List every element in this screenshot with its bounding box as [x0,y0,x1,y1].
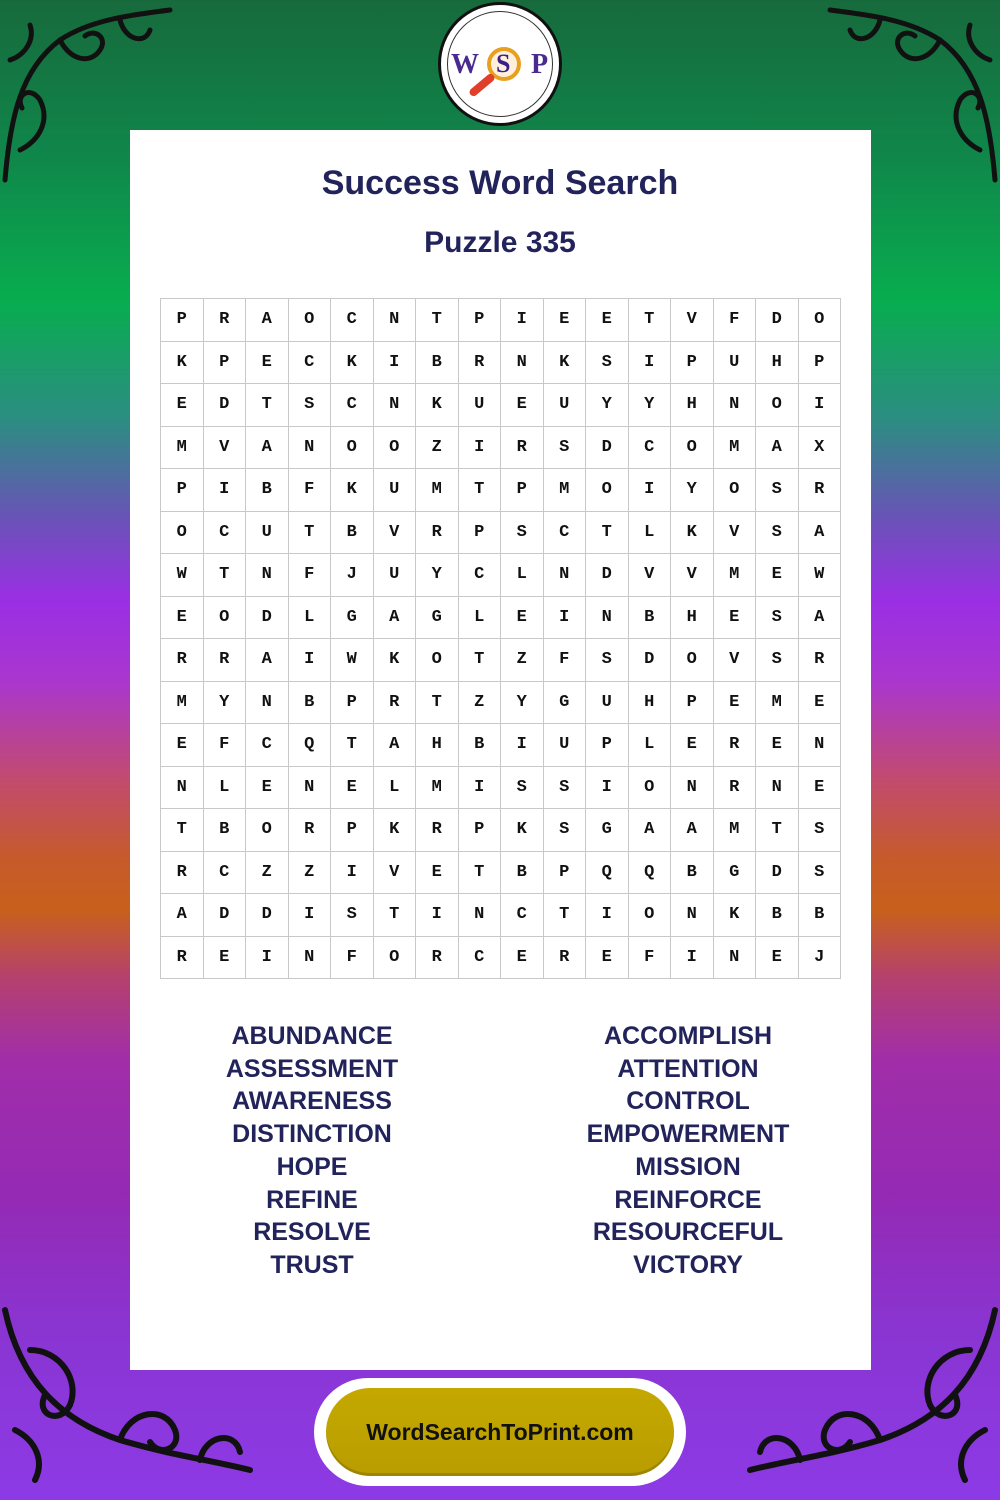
grid-cell: I [374,342,417,385]
grid-cell: U [374,469,417,512]
word-item: AWARENESS [232,1087,392,1116]
grid-cell: M [416,767,459,810]
grid-cell: E [204,937,247,980]
grid-cell: P [459,512,502,555]
word-item: EMPOWERMENT [586,1120,790,1149]
word-item: MISSION [635,1152,741,1181]
grid-cell: Z [501,639,544,682]
grid-cell: S [586,639,629,682]
grid-cell: T [289,512,332,555]
grid-cell: I [416,894,459,937]
grid-cell: V [374,852,417,895]
grid-cell: C [204,852,247,895]
grid-cell: Q [586,852,629,895]
grid-cell: S [501,512,544,555]
grid-cell: A [374,597,417,640]
grid-cell: A [799,512,842,555]
grid-cell: N [459,894,502,937]
grid-cell: P [331,682,374,725]
grid-cell: S [289,384,332,427]
grid-cell: P [799,342,842,385]
grid-cell: T [416,682,459,725]
grid-cell: Y [629,384,672,427]
grid-cell: B [416,342,459,385]
grid-cell: V [671,299,714,342]
grid-cell: I [459,427,502,470]
grid-cell: S [756,512,799,555]
grid-cell: B [289,682,332,725]
grid-cell: R [204,639,247,682]
grid-cell: T [756,809,799,852]
grid-cell: N [714,384,757,427]
word-item: ATTENTION [617,1054,759,1083]
logo-letter-s: S [496,49,511,78]
grid-cell: L [374,767,417,810]
grid-cell: I [544,597,587,640]
grid-cell: U [586,682,629,725]
grid-cell: R [161,852,204,895]
grid-cell: Y [671,469,714,512]
grid-cell: O [204,597,247,640]
grid-cell: N [799,724,842,767]
grid-cell: C [629,427,672,470]
grid-cell: I [459,767,502,810]
grid-cell: T [204,554,247,597]
grid-cell: F [544,639,587,682]
grid-cell: M [161,682,204,725]
grid-cell: L [629,724,672,767]
grid-cell: T [629,299,672,342]
grid-cell: V [629,554,672,597]
grid-cell: G [714,852,757,895]
grid-cell: P [161,469,204,512]
grid-cell: I [671,937,714,980]
grid-cell: G [331,597,374,640]
grid-cell: M [756,682,799,725]
grid-cell: A [374,724,417,767]
grid-cell: C [246,724,289,767]
word-item: CONTROL [626,1087,750,1116]
grid-cell: R [799,469,842,512]
grid-cell: R [714,767,757,810]
grid-cell: W [161,554,204,597]
word-item: RESOLVE [253,1218,371,1247]
grid-cell: E [756,937,799,980]
grid-cell: R [459,342,502,385]
grid-cell: E [416,852,459,895]
grid-cell: N [246,682,289,725]
grid-cell: E [246,342,289,385]
grid-cell: U [544,384,587,427]
grid-cell: I [204,469,247,512]
grid-cell: U [714,342,757,385]
grid-cell: K [714,894,757,937]
grid-cell: C [459,937,502,980]
grid-cell: R [416,937,459,980]
grid-cell: K [374,639,417,682]
grid-cell: R [544,937,587,980]
logo-letter-w: W [451,49,479,80]
grid-cell: N [374,299,417,342]
site-link-button[interactable]: WordSearchToPrint.com [326,1388,674,1476]
grid-cell: N [289,937,332,980]
grid-cell: I [586,894,629,937]
grid-cell: E [331,767,374,810]
grid-cell: P [671,682,714,725]
grid-cell: B [671,852,714,895]
grid-cell: E [501,384,544,427]
grid-cell: K [671,512,714,555]
grid-cell: M [161,427,204,470]
grid-cell: T [586,512,629,555]
grid-cell: R [416,809,459,852]
grid-cell: D [586,427,629,470]
grid-cell: Y [416,554,459,597]
grid-cell: M [544,469,587,512]
grid-cell: B [204,809,247,852]
grid-cell: N [544,554,587,597]
grid-cell: S [756,469,799,512]
site-logo[interactable] [438,2,562,126]
grid-cell: U [246,512,289,555]
grid-cell: E [161,384,204,427]
grid-cell: P [501,469,544,512]
grid-cell: I [629,469,672,512]
grid-cell: S [586,342,629,385]
grid-cell: E [671,724,714,767]
grid-cell: G [586,809,629,852]
grid-cell: E [714,597,757,640]
grid-cell: N [289,427,332,470]
grid-cell: K [331,469,374,512]
grid-cell: L [459,597,502,640]
grid-cell: I [501,299,544,342]
grid-cell: X [799,427,842,470]
grid-cell: O [671,427,714,470]
grid-cell: S [501,767,544,810]
grid-cell: I [501,724,544,767]
grid-cell: A [246,299,289,342]
grid-cell: O [799,299,842,342]
grid-cell: P [544,852,587,895]
grid-cell: H [416,724,459,767]
grid-cell: T [331,724,374,767]
grid-cell: C [331,299,374,342]
grid-cell: F [289,469,332,512]
grid-cell: N [586,597,629,640]
grid-cell: G [416,597,459,640]
grid-cell: Z [289,852,332,895]
grid-cell: V [714,639,757,682]
grid-cell: K [374,809,417,852]
grid-cell: N [714,937,757,980]
grid-cell: O [246,809,289,852]
grid-cell: Y [204,682,247,725]
grid-cell: T [416,299,459,342]
grid-cell: B [799,894,842,937]
grid-cell: E [246,767,289,810]
grid-cell: N [161,767,204,810]
grid-cell: O [629,894,672,937]
grid-cell: S [799,809,842,852]
word-item: VICTORY [633,1250,743,1279]
grid-cell: N [671,767,714,810]
grid-cell: Z [459,682,502,725]
word-item: ASSESSMENT [225,1054,399,1083]
grid-cell: U [459,384,502,427]
grid-cell: I [289,894,332,937]
grid-cell: F [714,299,757,342]
grid-cell: H [671,384,714,427]
grid-cell: R [501,427,544,470]
grid-cell: V [714,512,757,555]
grid-cell: L [629,512,672,555]
grid-cell: L [501,554,544,597]
grid-cell: J [331,554,374,597]
grid-cell: C [544,512,587,555]
word-item: TRUST [270,1250,354,1279]
grid-cell: M [714,809,757,852]
grid-cell: D [246,894,289,937]
grid-cell: T [459,852,502,895]
grid-cell: E [799,682,842,725]
grid-cell: I [799,384,842,427]
grid-cell: A [161,894,204,937]
grid-cell: V [671,554,714,597]
grid-cell: D [204,894,247,937]
grid-cell: E [586,299,629,342]
grid-cell: E [756,724,799,767]
letter-grid [160,298,841,979]
grid-cell: H [756,342,799,385]
grid-cell: T [544,894,587,937]
word-item: ABUNDANCE [231,1022,393,1050]
grid-cell: P [459,809,502,852]
grid-cell: E [161,597,204,640]
grid-cell: F [204,724,247,767]
grid-cell: N [374,384,417,427]
grid-cell: S [331,894,374,937]
grid-cell: S [544,427,587,470]
grid-cell: C [459,554,502,597]
grid-cell: P [459,299,502,342]
grid-cell: B [331,512,374,555]
grid-cell: R [714,724,757,767]
grid-cell: R [161,639,204,682]
grid-cell: I [331,852,374,895]
grid-cell: T [161,809,204,852]
grid-cell: C [501,894,544,937]
grid-cell: A [671,809,714,852]
grid-cell: K [331,342,374,385]
grid-cell: A [799,597,842,640]
grid-cell: A [629,809,672,852]
puzzle-number: Puzzle 335 [424,226,576,259]
grid-cell: C [331,384,374,427]
word-item: RESOURCEFUL [592,1218,784,1247]
grid-cell: T [459,469,502,512]
grid-cell: B [756,894,799,937]
grid-cell: C [204,512,247,555]
grid-cell: I [246,937,289,980]
grid-cell: K [544,342,587,385]
grid-cell: E [586,937,629,980]
grid-cell: V [204,427,247,470]
grid-cell: S [756,639,799,682]
grid-cell: S [544,767,587,810]
grid-cell: S [756,597,799,640]
grid-cell: V [374,512,417,555]
grid-cell: B [501,852,544,895]
word-item: DISTINCTION [232,1120,392,1149]
grid-cell: R [289,809,332,852]
grid-cell: O [586,469,629,512]
grid-cell: B [246,469,289,512]
grid-cell: D [246,597,289,640]
grid-cell: E [544,299,587,342]
grid-cell: P [586,724,629,767]
grid-cell: B [459,724,502,767]
grid-cell: B [629,597,672,640]
grid-cell: O [671,639,714,682]
grid-cell: A [246,427,289,470]
grid-cell: L [204,767,247,810]
grid-cell: R [374,682,417,725]
grid-cell: K [161,342,204,385]
grid-cell: O [289,299,332,342]
grid-cell: O [629,767,672,810]
grid-cell: E [756,554,799,597]
page-title: Success Word Search [321,164,679,202]
grid-cell: I [586,767,629,810]
grid-cell: P [161,299,204,342]
grid-cell: L [289,597,332,640]
grid-cell: E [501,597,544,640]
grid-cell: J [799,937,842,980]
word-list-left [162,1020,462,1282]
grid-cell: H [671,597,714,640]
grid-cell: U [374,554,417,597]
grid-cell: K [416,384,459,427]
grid-cell: D [756,299,799,342]
grid-cell: K [501,809,544,852]
grid-cell: F [629,937,672,980]
grid-cell: R [799,639,842,682]
grid-cell: Z [416,427,459,470]
logo-letter-p: P [531,49,549,80]
grid-cell: O [374,427,417,470]
grid-cell: I [629,342,672,385]
grid-cell: P [671,342,714,385]
grid-cell: G [544,682,587,725]
grid-cell: S [799,852,842,895]
grid-cell: O [756,384,799,427]
word-item: REINFORCE [614,1185,762,1214]
grid-cell: P [331,809,374,852]
grid-cell: A [246,639,289,682]
grid-cell: F [289,554,332,597]
grid-cell: O [374,937,417,980]
grid-cell: W [331,639,374,682]
grid-cell: R [204,299,247,342]
grid-cell: C [289,342,332,385]
grid-cell: M [416,469,459,512]
grid-cell: Q [629,852,672,895]
grid-cell: S [544,809,587,852]
grid-cell: A [756,427,799,470]
grid-cell: O [714,469,757,512]
grid-cell: E [714,682,757,725]
word-item: ACCOMPLISH [603,1022,773,1050]
grid-cell: M [714,554,757,597]
word-item: REFINE [266,1185,358,1214]
grid-cell: H [629,682,672,725]
grid-cell: Y [586,384,629,427]
grid-cell: R [416,512,459,555]
grid-cell: D [756,852,799,895]
grid-cell: O [331,427,374,470]
grid-cell: N [671,894,714,937]
grid-cell: E [799,767,842,810]
grid-cell: O [161,512,204,555]
grid-cell: Q [289,724,332,767]
word-list-right [538,1020,838,1282]
grid-cell: T [246,384,289,427]
grid-cell: D [204,384,247,427]
grid-cell: W [799,554,842,597]
grid-cell: P [204,342,247,385]
grid-cell: R [161,937,204,980]
grid-cell: E [501,937,544,980]
grid-cell: N [246,554,289,597]
grid-cell: M [714,427,757,470]
grid-cell: O [416,639,459,682]
grid-cell: N [289,767,332,810]
grid-cell: I [289,639,332,682]
grid-cell: Z [246,852,289,895]
grid-cell: D [629,639,672,682]
grid-cell: T [459,639,502,682]
grid-cell: U [544,724,587,767]
grid-cell: T [374,894,417,937]
grid-cell: N [756,767,799,810]
grid-cell: Y [501,682,544,725]
grid-cell: F [331,937,374,980]
grid-cell: D [586,554,629,597]
word-item: HOPE [276,1152,348,1181]
grid-cell: N [501,342,544,385]
grid-cell: E [161,724,204,767]
